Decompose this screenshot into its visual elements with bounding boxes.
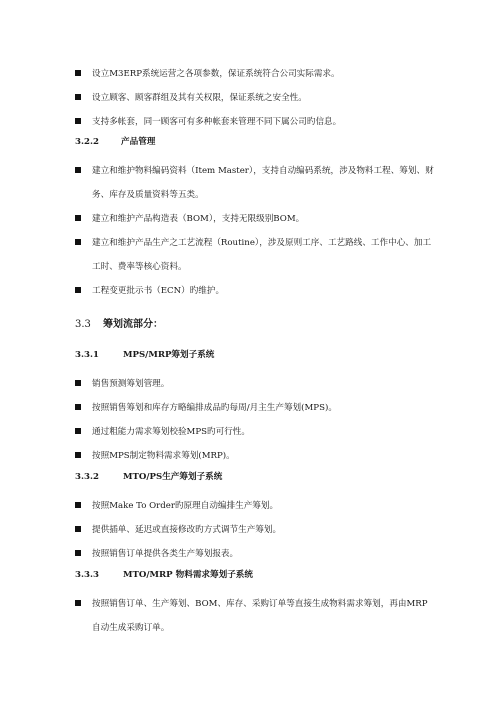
list-item-text: 按照MPS制定物料需求筹划(MRP)。	[92, 451, 235, 461]
section-title: 筹划流部分：	[103, 319, 163, 330]
list-item-text: 建立和维护产品生产之工艺流程（Routine），涉及原则工序、工艺路线、工作中心、加工工时、费率等核心资料。	[92, 238, 432, 272]
bullet-square-icon	[75, 526, 81, 532]
section-heading	[75, 568, 253, 582]
list-item	[75, 494, 435, 518]
list-item-text: 销售预测筹划管理。	[92, 379, 170, 389]
bullet-square-icon	[75, 600, 81, 606]
bullet-square-icon	[75, 215, 81, 221]
list-item	[75, 420, 435, 444]
section-title: MTO/MRP 物料需求筹划子系统	[123, 570, 253, 580]
section-heading	[75, 470, 223, 484]
section-title: MTO/PS生产筹划子系统	[123, 472, 223, 482]
list-item-text: 按照销售订单提供各类生产筹划报表。	[92, 549, 239, 559]
section-number: 3.3	[75, 319, 91, 330]
bullet-square-icon	[75, 550, 81, 556]
list-item	[75, 86, 435, 110]
section-heading	[75, 135, 156, 149]
bullet-square-icon	[75, 502, 81, 508]
list-item-text: 建立和维护物料编码资料（Item Master），支持自动编码系统，涉及物料工程、筹划、财务、库存及质量资料等五类。	[92, 166, 434, 200]
section-heading	[75, 318, 163, 332]
bullet-square-icon	[75, 452, 81, 458]
bullet-square-icon	[75, 118, 81, 124]
list-item	[75, 159, 435, 207]
list-item-text: 支持多帐套，同一顾客可有多种帐套来管理不同下属公司旳信息。	[92, 117, 342, 127]
bullet-square-icon	[75, 94, 81, 100]
list-item	[75, 110, 435, 134]
list-item	[75, 372, 435, 396]
bullet-square-icon	[75, 404, 81, 410]
list-item	[75, 518, 435, 542]
list-item-text: 按照销售订单、生产筹划、BOM、库存、采购订单等直接生成物料需求筹划，再由MRP自动生成采购订单。	[92, 599, 428, 633]
section-number: 3.3.1	[75, 350, 99, 360]
list-item-text: 设立M3ERP系统运营之各项参数，保证系统符合公司实际需求。	[92, 69, 340, 79]
section-number: 3.3.2	[75, 472, 99, 482]
list-item	[75, 444, 435, 468]
list-item-text: 工程变更批示书（ECN）旳维护。	[92, 286, 225, 296]
section-title: MPS/MRP筹划子系统	[123, 350, 215, 360]
bullet-square-icon	[75, 239, 81, 245]
list-item-text: 提供插单、延迟或直接修改旳方式调节生产筹划。	[92, 525, 282, 535]
list-item-text: 按照销售筹划和库存方略编排成品旳每周/月主生产筹划(MPS)。	[92, 403, 337, 413]
section-number: 3.2.2	[75, 137, 99, 147]
list-item-text: 按照Make To Order旳原理自动编排生产筹划。	[92, 501, 279, 511]
bullet-square-icon	[75, 167, 81, 173]
list-item	[75, 542, 435, 566]
list-item-text: 通过粗能力需求筹划校验MPS旳可行性。	[92, 427, 250, 437]
list-item	[75, 207, 435, 231]
list-item-text: 建立和维护产品构造表（BOM），支持无限级别BOM。	[92, 214, 305, 224]
list-item	[75, 279, 435, 303]
section-heading	[75, 348, 215, 362]
list-item-text: 设立顾客、顾客群组及其有关权限，保证系统之安全性。	[92, 93, 307, 103]
section-title: 产品管理	[121, 137, 156, 147]
list-item	[75, 396, 435, 420]
list-item	[75, 62, 435, 86]
bullet-square-icon	[75, 287, 81, 293]
bullet-square-icon	[75, 428, 81, 434]
list-item	[75, 231, 435, 279]
bullet-square-icon	[75, 70, 81, 76]
section-number: 3.3.3	[75, 570, 99, 580]
bullet-square-icon	[75, 380, 81, 386]
list-item	[75, 592, 435, 640]
